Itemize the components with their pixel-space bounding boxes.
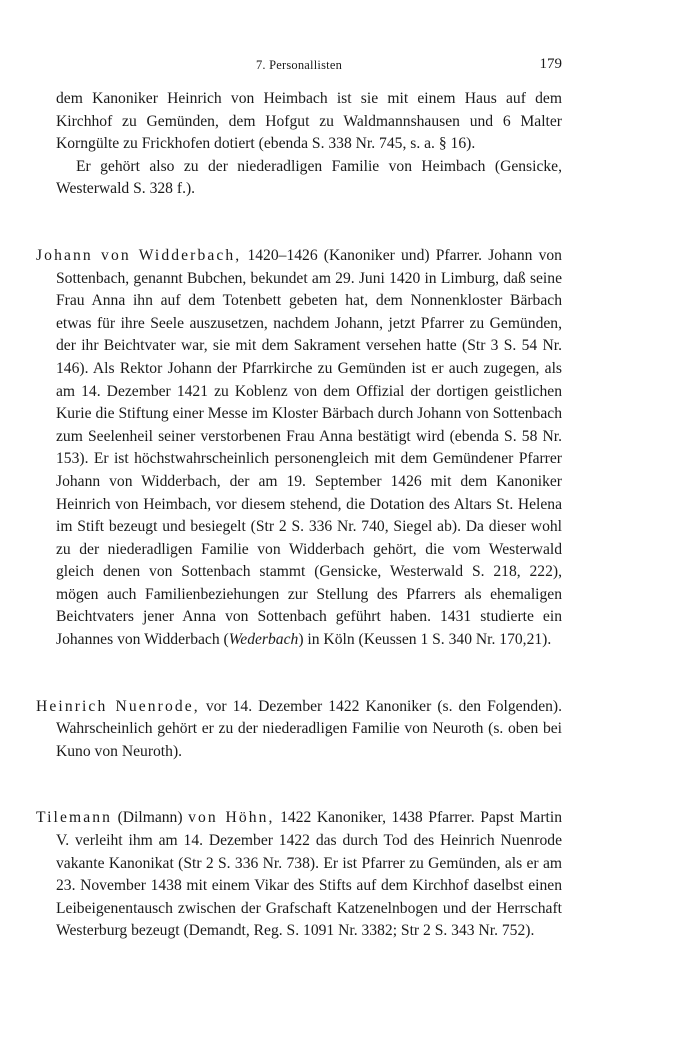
entry-separator (36, 201, 562, 245)
continuation-paragraph-2: Er gehört also zu der niederadligen Familie von Heimbach (Gensicke, Westerwald S. 328 f.). (56, 157, 562, 198)
entry-text: 1420–1426 (Kanoniker und) Pfarrer. Johann von Sottenbach, genannt Bubchen, bekundet am 29. Juni 1420 in Limburg, daß seine Frau Anna ihn auf dem Totenbett gebeten hat, dem Nonnenkloster Bärbach etwas für ihre Seele auszusetzen, nachdem Johann, jetzt Pfarrer zu Gemünden, der ihr Beichtvater war, sie mit dem Sakrament versehen hatte (Str 3 S. 54 Nr. 146). Als Rektor Johann der Pfarrkirche zu Gemünden ist er auch zugegen, als am 14. Dezember 1421 zu Koblenz von dem Offizial der dortigen geistlichen Kurie die Stiftung einer Messe im Kloster Bärbach durch Johann von Sottenbach zum Seelenheil seiner verstorbenen Frau Anna bestätigt wird (ebenda S. 58 Nr. 153). Er ist höchstwahrscheinlich personengleich mit dem Gemündener Pfarrer Johann von Widderbach, der am 19. September 1426 mit dem Kanoniker Heinrich von Heimbach, vor diesem stehend, die Dotation des Altars St. Helena im Stift bezeugt und besiegelt (Str 2 S. 336 Nr. 740, Siegel ab). Da dieser wohl zu der niederadligen Familie von Widderbach gehört, die vom Westerwald gleich denen von Sottenbach stammt (Gensicke, Westerwald S. 218, 222), mögen auch Familienbeziehungen zur Stellung des Pfarrers als ehemaligen Beichtvaters jener Anna von Sottenbach geführt haben. 1431 studierte ein Johannes von Widderbach ( (56, 246, 562, 649)
running-title: 7. Personallisten (255, 58, 343, 72)
running-head (36, 56, 562, 76)
entry-name: Johann von Widderbach, (36, 246, 242, 264)
page-number: 179 (539, 56, 562, 72)
entry-separator (36, 652, 562, 696)
entry-italic-name: Wederbach (228, 631, 299, 649)
entry-text: vor 14. Dezember 1422 Kanoniker (s. den Folgenden). Wahrscheinlich gehört er zu der niederadligen Familie von Neuroth (s. oben bei Kuno von Neuroth). (56, 697, 562, 760)
entry-name-surname: von Höhn, (188, 809, 275, 827)
entry-separator (36, 763, 562, 807)
entry-text: 1422 Kanoniker, 1438 Pfarrer. Papst Martin V. verleiht ihm am 14. Dezember 1422 das durch Tod des Heinrich Nuenrode vakante Kanonikat (Str 2 S. 336 Nr. 738). Er ist Pfarrer zu Gemünden, als er am 23. November 1438 mit einem Vikar des Stifts auf dem Kirchhof daselbst einen Leibeigenentausch zwischen der Grafschaft Katzenelnbogen und der Herrschaft Westerburg bezeugt (Demandt, Reg. S. 1091 Nr. 3382; Str 2 S. 343 Nr. 752). (56, 809, 562, 940)
entry-heinrich-nuenrode (36, 696, 562, 764)
entry-name: Heinrich Nuenrode, (36, 697, 200, 715)
continuation-paragraph: dem Kanoniker Heinrich von Heimbach ist sie mit einem Haus auf dem Kirchhof zu Gemünden, dem Hofgut zu Waldmannshausen und 6 Malter Korngülte zu Frickhofen dotiert (ebenda S. 338 Nr. 745, s. a. § 16). (56, 90, 562, 153)
entry-name: Tilemann (36, 809, 113, 827)
entry-name-alias: (Dilmann) (112, 809, 189, 827)
entry-johann-von-widderbach (36, 245, 562, 652)
entry-text-end: ) in Köln (Keussen 1 S. 340 Nr. 170,21). (298, 631, 552, 649)
page-body (36, 88, 562, 943)
entry-tilemann-von-hoehn (36, 807, 562, 943)
